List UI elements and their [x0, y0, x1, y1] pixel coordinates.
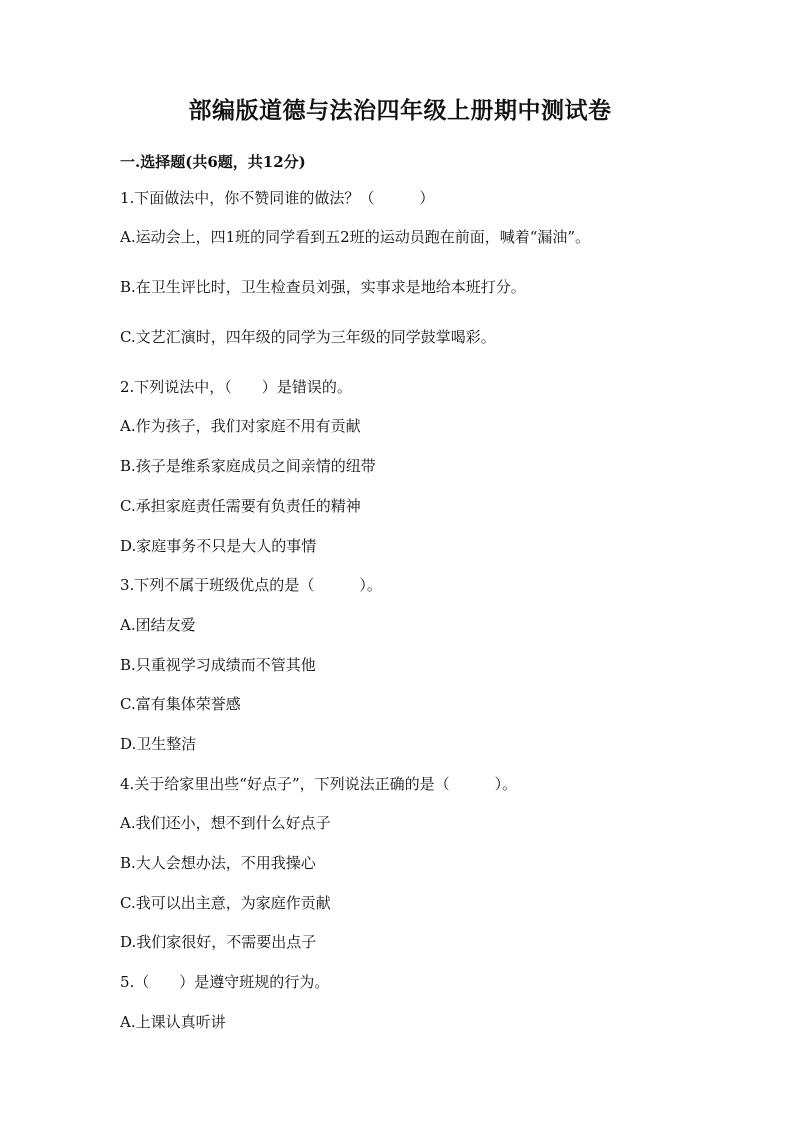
- question-4-stem: 4.关于给家里出些“好点子”，下列说法正确的是（ ）。: [120, 775, 518, 793]
- question-2-stem: 2.下列说法中，（ ）是错误的。: [120, 378, 352, 396]
- question-2-option-d: D.家庭事务不只是大人的事情: [120, 537, 317, 555]
- question-4-option-c: C.我可以出主意，为家庭作贡献: [120, 894, 331, 912]
- question-3-option-d: D.卫生整洁: [120, 735, 197, 753]
- question-5-option-a: A.上课认真听讲: [120, 1013, 226, 1031]
- section-heading: 一.选择题(共6题，共12分): [120, 153, 306, 171]
- question-1-option-c: C.文艺汇演时，四年级的同学为三年级的同学鼓掌喝彩。: [120, 328, 496, 346]
- question-4-option-b: B.大人会想办法，不用我操心: [120, 854, 316, 872]
- question-3-stem: 3.下列不属于班级优点的是（ ）。: [120, 576, 382, 594]
- question-1-option-b: B.在卫生评比时，卫生检查员刘强，实事求是地给本班打分。: [120, 278, 526, 296]
- question-3-option-b: B.只重视学习成绩而不管其他: [120, 656, 316, 674]
- question-5-stem: 5.（ ）是遵守班规的行为。: [120, 973, 330, 991]
- question-3-option-c: C.富有集体荣誉感: [120, 695, 241, 713]
- question-3-option-a: A.团结友爱: [120, 616, 196, 634]
- page-title: 部编版道德与法治四年级上册期中测试卷: [188, 97, 612, 124]
- question-2-option-c: C.承担家庭责任需要有负责任的精神: [120, 497, 361, 515]
- question-1-option-a: A.运动会上，四1班的同学看到五2班的运动员跑在前面，喊着“漏油”。: [120, 228, 591, 246]
- question-4-option-a: A.我们还小，想不到什么好点子: [120, 814, 331, 832]
- question-2-option-b: B.孩子是维系家庭成员之间亲情的纽带: [120, 457, 376, 475]
- question-2-option-a: A.作为孩子，我们对家庭不用有贡献: [120, 417, 361, 435]
- question-1-stem: 1.下面做法中，你不赞同谁的做法？（ ）: [120, 189, 435, 207]
- question-4-option-d: D.我们家很好，不需要出点子: [120, 933, 317, 951]
